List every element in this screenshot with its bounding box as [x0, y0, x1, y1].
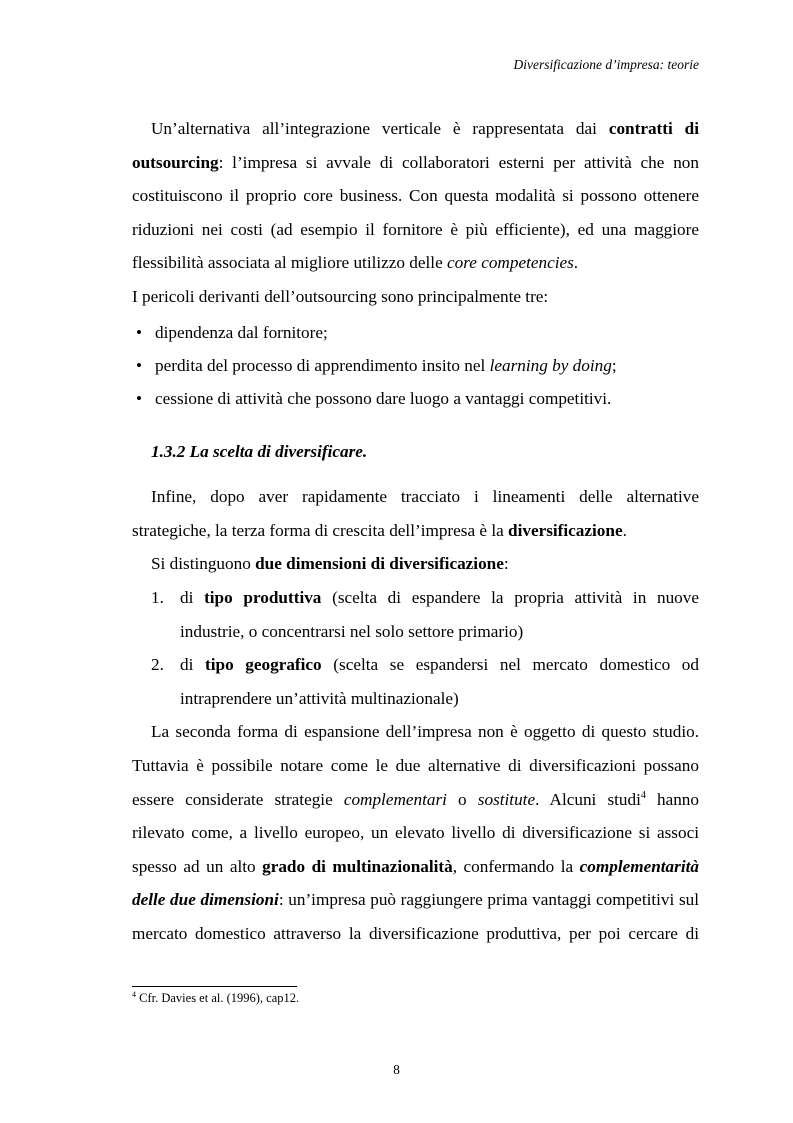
paragraph-diversification-intro — [132, 480, 699, 547]
body-text — [132, 112, 699, 950]
bold-term-tipo-produttiva: tipo produttiva — [204, 587, 322, 607]
text-run: , confermando la — [452, 856, 580, 876]
bullet-icon: • — [136, 322, 143, 342]
text-run: La seconda forma di espansione dell’impresa non è oggetto di questo studio. Tuttavia è possibile notare come le due alternative di diversificazioni possano essere considerate strategie — [132, 722, 699, 809]
text-run: Si distinguono — [151, 554, 256, 574]
paragraph-two-dimensions — [132, 547, 699, 581]
bullet-icon: • — [136, 355, 143, 375]
text-run: Un’alternativa all’integrazione verticale è rappresentata dai — [151, 119, 609, 138]
list-item — [132, 581, 699, 648]
text-run: . — [622, 520, 627, 540]
bullet-list-risks — [132, 316, 699, 415]
bold-term-diversificazione: diversificazione — [508, 520, 623, 540]
list-item-text: di — [180, 655, 206, 675]
text-run: Infine, dopo aver rapidamente tracciato i lineamenti delle alternative strategiche, la terza forma di crescita dell’impresa è la — [132, 487, 699, 540]
list-item-text: (scelta di espandere la propria attività in nuove industrie, o concentrarsi nel solo settore primario) — [180, 587, 699, 641]
list-item-text: di — [180, 587, 205, 607]
text-run: . Alcuni studi — [535, 789, 641, 809]
list-item-text: (scelta se espandersi nel mercato domestico od intraprendere un’attività multinazionale) — [180, 655, 699, 708]
list-item — [132, 382, 699, 415]
page-number: 8 — [393, 1062, 400, 1077]
running-head: Diversificazione d’impresa: teorie — [513, 57, 699, 72]
text-run: . — [573, 253, 579, 273]
list-number: 1. — [151, 587, 164, 607]
italic-term-complementari: complementari — [343, 789, 447, 809]
italic-term-sostitute: sostitute — [477, 789, 536, 809]
bold-term-due-dimensioni: due dimensioni di diversificazione — [255, 554, 504, 574]
italic-term-core-competencies: core competencies — [447, 253, 574, 273]
paragraph-complementarity — [132, 715, 699, 950]
text-run: hanno rilevato come, a livello europeo, un elevato livello di diversificazione si associ spesso ad un alto — [132, 789, 699, 876]
list-item — [132, 349, 699, 382]
text-run: : l’impresa si avvale di collaboratori esterni per attività che non costituiscono il proprio core business. Con questa modalità si possono ottenere riduzioni nei costi (ad esempio il fornitore è più efficiente), ed una maggiore flessibilità associata al migliore utilizzo delle — [132, 152, 699, 273]
list-item-text: cessione di attività che possono dare luogo a vantaggi competitivi. — [155, 388, 612, 408]
italic-term-learning-by-doing: learning by doing — [489, 355, 612, 375]
bold-term-outsourcing: contratti di outsourcing — [132, 119, 699, 172]
text-run: : un’impresa può raggiungere prima vantaggi competitivi sul mercato domestico attraverso la diversificazione produttiva, per poi cercare di — [132, 890, 700, 943]
text-run: o — [446, 789, 478, 809]
paragraph-outsourcing — [132, 112, 699, 280]
footnote-text: Cfr. Davies et al. (1996), cap12. — [136, 991, 300, 1005]
footnote-reference[interactable]: 4 — [640, 789, 646, 801]
list-number: 2. — [151, 655, 164, 675]
list-item-text: perdita del processo di apprendimento insito nel — [155, 355, 490, 375]
list-item-text: dipendenza dal fornitore; — [155, 322, 328, 342]
section-heading: 1.3.2 La scelta di diversificare. — [151, 441, 368, 461]
footnote-divider — [132, 986, 297, 987]
bold-term-tipo-geografico: tipo geografico — [205, 655, 322, 675]
text-run: : — [503, 554, 509, 574]
footnote-mark: 4 — [132, 990, 136, 999]
bullet-icon: • — [136, 388, 143, 408]
numbered-list-dimensions — [132, 581, 699, 715]
list-item-text: ; — [611, 355, 617, 375]
footnote — [132, 991, 299, 1006]
paragraph-risks-intro: I pericoli derivanti dell’outsourcing sono principalmente tre: — [132, 286, 549, 306]
bold-term-multinazionalita: grado di multinazionalità — [262, 856, 453, 876]
list-item — [132, 316, 699, 349]
list-item — [132, 648, 699, 715]
bold-italic-term-complementarita: complementarità delle due dimensioni — [132, 856, 699, 910]
